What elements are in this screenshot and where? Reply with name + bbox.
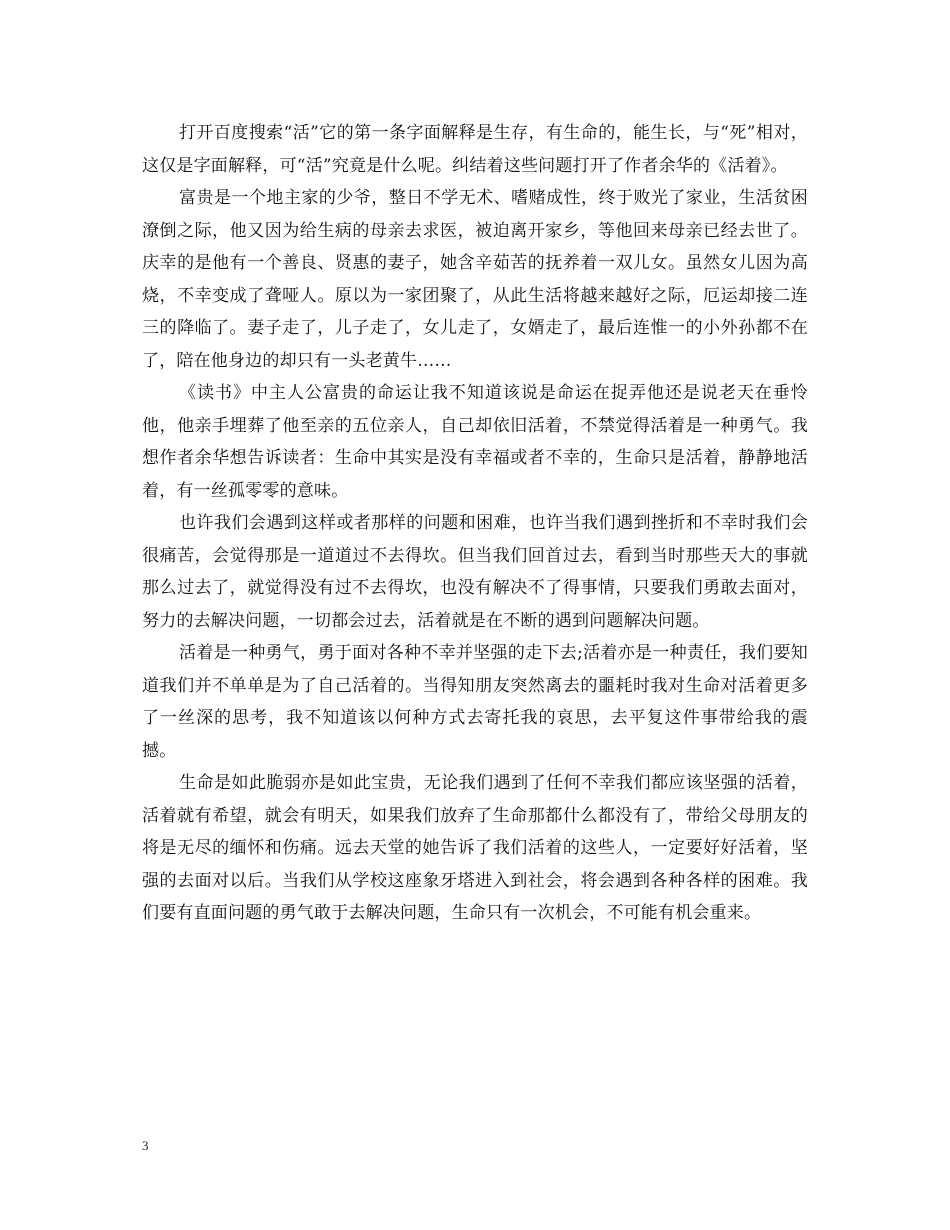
paragraph-2: 富贵是一个地主家的少爷，整日不学无术、嗜赌成性，终于败光了家业，生活贫困潦倒之际，他又因为给生病的母亲去求医，被迫离开家乡，等他回来母亲已经去世了。庆幸的是他有一个善良、贤惠的妻子，她含辛茹苦的抚养着一双儿女。虽然女儿因为高烧，不幸变成了聋哑人。原以为一家团聚了，从此生活将越来越好之际，厄运却接二连三的降临了。妻子走了，儿子走了，女儿走了，女婿走了，最后连惟一的小外孙都不在了，陪在他身边的却只有一头老黄牛…… — [142, 188, 808, 371]
paragraph-4: 也许我们会遇到这样或者那样的问题和困难，也许当我们遇到挫折和不幸时我们会很痛苦，会觉得那是一道道过不去得坎。但当我们回首过去，看到当时那些天大的事就那么过去了，就觉得没有过不去得坎，也没有解决不了得事情，只要我们勇敢去面对，努力的去解决问题，一切都会过去，活着就是在不断的遇到问题解决问题。 — [142, 513, 808, 631]
page-number: 3 — [142, 1138, 149, 1153]
paragraph-5: 活着是一种勇气，勇于面对各种不幸并坚强的走下去;活着亦是一种责任，我们要知道我们并不单单是为了自己活着的。当得知朋友突然离去的噩耗时我对生命对活着更多了一丝深的思考，我不知道该以何种方式去寄托我的哀思，去平复这件事带给我的震撼。 — [142, 643, 808, 761]
paragraph-6: 生命是如此脆弱亦是如此宝贵，无论我们遇到了任何不幸我们都应该坚强的活着，活着就有希望，就会有明天，如果我们放弃了生命那都什么都没有了，带给父母朋友的将是无尽的缅怀和伤痛。远去天堂的她告诉了我们活着的这些人，一定要好好活着，坚强的去面对以后。当我们从学校这座象牙塔进入到社会，将会遇到各种各样的困难。我们要有直面问题的勇气敢于去解决问题，生命只有一次机会，不可能有机会重来。 — [142, 773, 808, 923]
body-text — [142, 117, 808, 930]
paragraph-1: 打开百度搜索“活”它的第一条字面解释是生存，有生命的，能生长，与“死”相对，这仅是字面解释，可“活”究竟是什么呢。纠结着这些问题打开了作者余华的《活着》。 — [142, 123, 808, 176]
paragraph-3: 《读书》中主人公富贵的命运让我不知道该说是命运在捉弄他还是说老天在垂怜他，他亲手埋葬了他至亲的五位亲人，自己却依旧活着，不禁觉得活着是一种勇气。我想作者余华想告诉读者：生命中其实是没有幸福或者不幸的，生命只是活着，静静地活着，有一丝孤零零的意味。 — [142, 383, 808, 501]
